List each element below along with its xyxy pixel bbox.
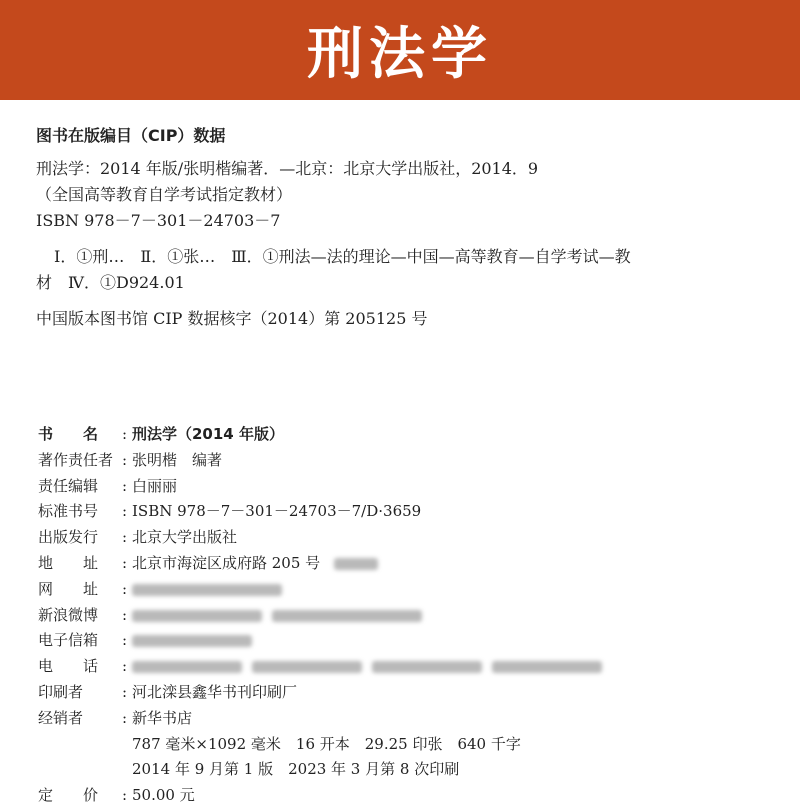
info-row-weibo xyxy=(38,603,778,629)
info-row-phone xyxy=(38,654,778,680)
publication-info-table xyxy=(38,422,778,809)
colon: : xyxy=(122,682,128,701)
value-author: 张明楷 编著 xyxy=(132,450,223,469)
cip-classification xyxy=(36,244,776,296)
colon: : xyxy=(122,786,128,805)
blurred-phone xyxy=(492,661,602,673)
colon: : xyxy=(122,425,128,443)
title-banner xyxy=(0,0,800,100)
colon: : xyxy=(122,502,128,521)
info-row-address xyxy=(38,551,778,577)
info-row-author xyxy=(38,448,778,474)
colon: : xyxy=(122,708,128,727)
value-phone xyxy=(132,654,778,680)
colon: : xyxy=(122,579,128,598)
value-title: 刑法学（2014 年版） xyxy=(132,425,284,443)
info-row-price xyxy=(38,783,778,809)
colon: : xyxy=(122,657,128,676)
value-publisher: 北京大学出版社 xyxy=(132,528,238,547)
book-title: 刑法学 xyxy=(307,22,493,87)
info-row-publisher xyxy=(38,525,778,551)
label-editor: 责任编辑 xyxy=(38,476,99,495)
address-text: 北京市海淀区成府路 205 号 xyxy=(132,553,321,572)
info-row-edition xyxy=(38,757,778,783)
label-address: 地 址 xyxy=(38,553,99,572)
info-row-distributor xyxy=(38,706,778,732)
colon: : xyxy=(122,476,128,495)
label-empty xyxy=(38,732,122,758)
info-row-website xyxy=(38,577,778,603)
label-title: 书 名 xyxy=(38,425,99,443)
colon: : xyxy=(122,631,128,650)
colon xyxy=(122,757,132,783)
label-publisher: 出版发行 xyxy=(38,528,99,547)
value-format: 787 毫米×1092 毫米 16 开本 29.25 印张 640 千字 xyxy=(132,734,521,753)
cip-title-line: 刑法学：2014 年版/张明楷编著．—北京：北京大学出版社，2014．9 xyxy=(36,159,539,178)
value-printer: 河北滦县鑫华书刊印刷厂 xyxy=(132,682,298,701)
colon: : xyxy=(122,450,128,469)
colon: : xyxy=(122,553,128,572)
blurred-phone xyxy=(252,661,362,673)
info-row-editor xyxy=(38,474,778,500)
value-website xyxy=(132,577,778,603)
label-author: 著作责任者 xyxy=(38,450,114,469)
cip-classification-line-2: 材 Ⅳ．①D924.01 xyxy=(36,273,185,292)
label-email: 电子信箱 xyxy=(38,631,99,650)
blurred-phone xyxy=(132,661,242,673)
label-phone: 电 话 xyxy=(38,657,99,676)
blurred-email xyxy=(132,635,252,647)
cip-heading: 图书在版编目（CIP）数据 xyxy=(36,126,226,145)
value-weibo xyxy=(132,603,778,629)
value-address xyxy=(132,551,778,577)
value-price: 50.00 元 xyxy=(132,786,195,805)
blurred-postcode xyxy=(334,558,378,570)
blurred-phone xyxy=(372,661,482,673)
label-empty xyxy=(38,757,122,783)
value-email xyxy=(132,628,778,654)
cip-data-block xyxy=(36,115,776,332)
colon xyxy=(122,732,132,758)
colon: : xyxy=(122,605,128,624)
blurred-website xyxy=(132,584,282,596)
value-isbn: ISBN 978－7－301－24703－7/D·3659 xyxy=(132,502,422,521)
cip-series-line: （全国高等教育自学考试指定教材） xyxy=(36,185,293,204)
label-website: 网 址 xyxy=(38,579,99,598)
label-weibo: 新浪微博 xyxy=(38,605,99,624)
info-row-isbn xyxy=(38,499,778,525)
value-distributor: 新华书店 xyxy=(132,708,193,727)
info-row-printer xyxy=(38,680,778,706)
label-distributor: 经销者 xyxy=(38,708,84,727)
blurred-weibo xyxy=(272,610,422,622)
cip-classification-line-1: Ⅰ．①刑… Ⅱ．①张… Ⅲ．①刑法—法的理论—中国—高等教育—自学考试—教 xyxy=(54,247,631,266)
value-editor: 白丽丽 xyxy=(132,476,178,495)
info-row-format xyxy=(38,732,778,758)
cip-verification-line: 中国版本图书馆 CIP 数据核字（2014）第 205125 号 xyxy=(36,309,428,328)
label-printer: 印刷者 xyxy=(38,682,84,701)
cip-isbn-line: ISBN 978－7－301－24703－7 xyxy=(36,211,281,230)
info-row-title xyxy=(38,422,778,448)
value-edition: 2014 年 9 月第 1 版 2023 年 3 月第 8 次印刷 xyxy=(132,760,460,779)
blurred-weibo xyxy=(132,610,262,622)
label-isbn: 标准书号 xyxy=(38,502,99,521)
info-row-email xyxy=(38,628,778,654)
label-price: 定 价 xyxy=(38,786,99,805)
colon: : xyxy=(122,528,128,547)
